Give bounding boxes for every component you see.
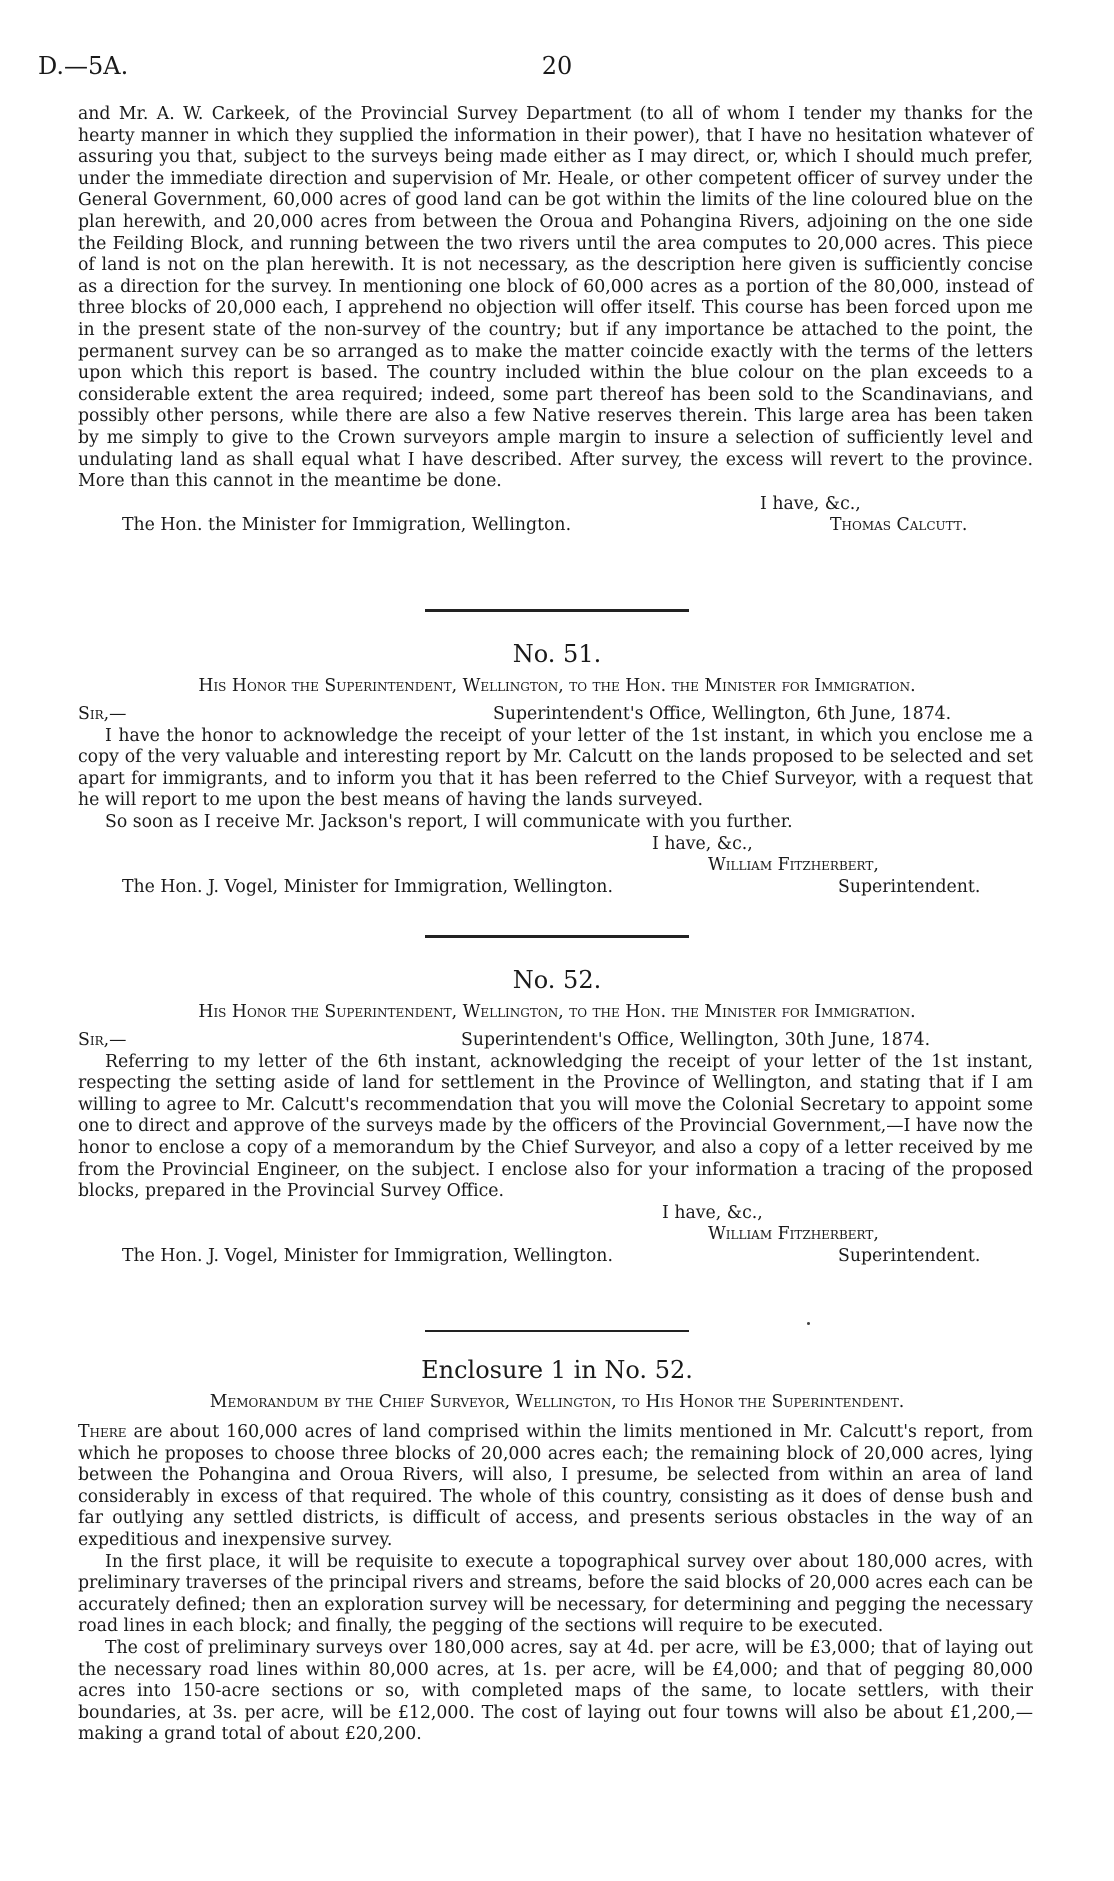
letter-51-signatory: William Fitzherbert, (708, 855, 879, 876)
letter-52 (78, 1030, 1033, 1268)
section-divider (425, 1330, 689, 1332)
letter-51-heading: His Honor the Superintendent, Wellington, to the Hon. the Minister for Immigration. (198, 676, 916, 696)
page-number: 20 (541, 52, 573, 80)
letter-51-title: Superintendent. (838, 876, 981, 897)
enclosure-heading: Memorandum by the Chief Surveyor, Wellington, to His Honor the Superintendent. (209, 1392, 905, 1412)
memorandum (78, 1422, 1033, 1746)
letter-51-dateline: Superintendent's Office, Wellington, 6th June, 1874. (493, 704, 952, 724)
letter-52-salutation: Sir,— (78, 1030, 127, 1050)
intro-signatory: Thomas Calcutt. (830, 515, 968, 536)
memorandum-paragraph-1 (78, 1422, 1033, 1552)
letter-51 (78, 704, 1033, 898)
section-divider (425, 609, 689, 612)
intro-paragraph: and Mr. A. W. Carkeek, of the Provincial Survey Department (to all of whom I tender my thanks for the hearty manner in which they supplied the information in their power), that I have no hesitation whatever of assuring you that, subject to the surveys being made either as I may direct, or, which I should much prefer, under the immediate direction and supervision of Mr. Heale, or other competent officer of survey under the General Government, 60,000 acres of good land can be got within the limits of the line coloured blue on the plan herewith, and 20,000 acres from between the Oroua and Pohangina Rivers, adjoining on the one side the Feilding Block, and running between the two rivers until the area computes to 20,000 acres. This piece of land is not on the plan herewith. It is not necessary, as the description here given is sufficiently concise as a direction for the survey. In mentioning one block of 60,000 acres as a portion of the 80,000, instead of three blocks of 20,000 each, I apprehend no objection will offer itself. This course has been forced upon me in the present state of the non-survey of the country; but if any importance be attached to the point, the permanent survey can be so arranged as to make the matter coincide exactly with the terms of the letters upon which this report is based. The country included within the blue colour on the plan exceeds to a considerable extent the area required; indeed, some part thereof has been sold to the Scandinavians, and possibly other persons, while there are also a few Native reserves therein. This large area has been taken by me simply to give to the Crown surveyors ample margin to insure a selection of sufficiently level and undulating land as shall equal what I have described. After survey, the excess will revert to the province. More than this cannot in the meantime be done. (78, 104, 1033, 492)
document-reference: D.—5A. (38, 52, 129, 80)
letter-52-addressee: The Hon. J. Vogel, Minister for Immigration, Wellington. (122, 1245, 613, 1266)
memorandum-lead-word: There (78, 1422, 127, 1442)
intro-section (78, 104, 1033, 537)
memorandum-paragraph-1-text: are about 160,000 acres of land comprised within the limits mentioned in Mr. Calcutt's report, from which he proposes to choose three blocks of 20,000 acres each; the remaining block of 20,000 acres, lying between the Pohangina and Oroua Rivers, will also, I presume, be selected from within an area of land considerably in excess of that required. The whole of this country, consisting as it does of dense bush and far outlying any settled districts, is difficult of access, and presents serious obstacles in the way of an expeditious and inexpensive survey. (78, 1422, 1033, 1550)
section-divider (425, 935, 689, 938)
letter-51-salutation: Sir,— (78, 704, 127, 724)
letter-52-body: Referring to my letter of the 6th instant, acknowledging the receipt of your letter of the 1st instant, respecting the setting aside of land for settlement in the Province of Wellington, and stating that if I am willing to agree to Mr. Calcutt's recommendation that you will move the Colonial Secretary to appoint some one to direct and approve of the surveys made by the officers of the Provincial Government,—I have now the honor to enclose a copy of a memorandum by the Chief Surveyor, and also a copy of a letter received by me from the Provincial Engineer, on the subject. I enclose also for your information a tracing of the proposed blocks, prepared in the Provincial Survey Office. (78, 1051, 1033, 1202)
letter-51-addressee: The Hon. J. Vogel, Minister for Immigration, Wellington. (122, 876, 613, 897)
letter-52-heading: His Honor the Superintendent, Wellington, to the Hon. the Minister for Immigration. (198, 1002, 916, 1022)
letter-51-number: No. 51. (512, 640, 602, 668)
enclosure-title: Enclosure 1 in No. 52. (421, 1356, 693, 1384)
intro-addressee: The Hon. the Minister for Immigration, Wellington. (122, 515, 572, 536)
letter-52-title: Superintendent. (838, 1245, 981, 1266)
letter-51-closing: I have, &c., (652, 833, 753, 854)
letter-52-closing: I have, &c., (662, 1202, 763, 1223)
letter-52-dateline: Superintendent's Office, Wellington, 30th June, 1874. (461, 1030, 931, 1050)
print-speck (807, 1322, 810, 1325)
letter-51-body-2: So soon as I receive Mr. Jackson's report, I will communicate with you further. (105, 811, 793, 832)
intro-closing: I have, &c., (760, 493, 861, 514)
letter-52-number: No. 52. (512, 966, 602, 994)
memorandum-paragraph-3: The cost of preliminary surveys over 180,000 acres, say at 4d. per acre, will be £3,000; that of laying out the necessary road lines within 80,000 acres, at 1s. per acre, will be £4,000; and that of pegging 80,000 acres into 150-acre sections or so, with completed maps of the same, to locate settlers, with their boundaries, at 3s. per acre, will be £12,000. The cost of laying out four towns will also be about £1,200,—making a grand total of about £20,200. (78, 1637, 1033, 1745)
letter-52-signatory: William Fitzherbert, (708, 1224, 879, 1245)
memorandum-paragraph-2: In the first place, it will be requisite to execute a topographical survey over about 180,000 acres, with preliminary traverses of the principal rivers and streams, before the said blocks of 20,000 acres each can be accurately defined; then an exploration survey will be necessary, for determining and pegging the necessary road lines in each block; and finally, the pegging of the sections will require to be executed. (78, 1551, 1033, 1637)
letter-51-body: I have the honor to acknowledge the receipt of your letter of the 1st instant, in which you enclose me a copy of the very valuable and interesting report by Mr. Calcutt on the lands proposed to be selected and set apart for immigrants, and to inform you that it has been referred to the Chief Surveyor, with a request that he will report to me upon the best means of having the lands surveyed. (78, 725, 1033, 811)
